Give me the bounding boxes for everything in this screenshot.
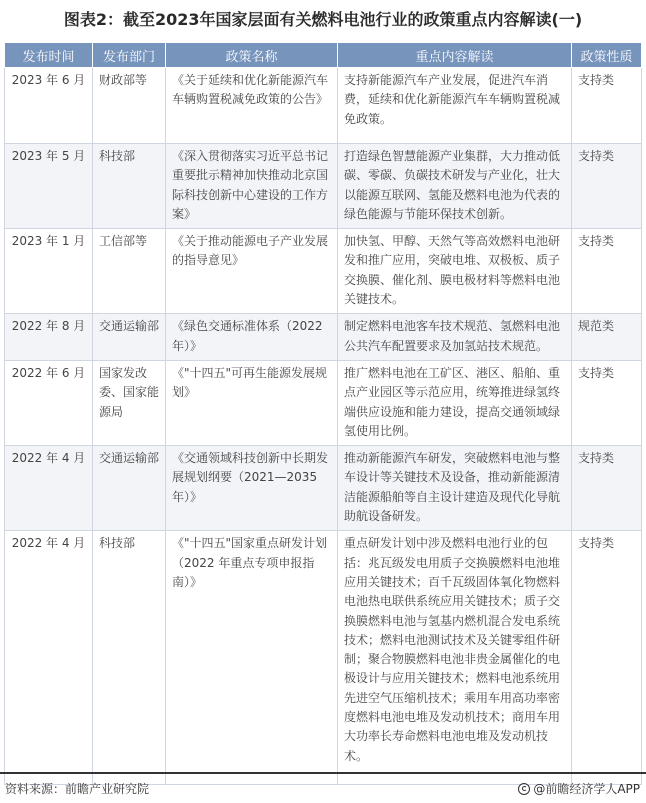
cell-policy-name: 《交通领域科技创新中长期发展规划纲要（2021—2035年）》 bbox=[166, 446, 338, 531]
cell-policy-name: 《关于推动能源电子产业发展的指导意见》 bbox=[166, 229, 338, 314]
cell-content: 支持新能源汽车产业发展，促进汽车消费，延续和优化新能源汽车车辆购置税减免政策。 bbox=[338, 68, 572, 144]
cell-content: 推动新能源汽车研发，突破燃料电池与整车设计等关键技术及设备，推动新能源清洁能源船舶等自主设计建造及现代化导航助航设备研发。 bbox=[338, 446, 572, 531]
header-content: 重点内容解读 bbox=[338, 43, 572, 68]
page-title: 图表2：截至2023年国家层面有关燃料电池行业的政策重点内容解读(一) bbox=[63, 10, 583, 29]
cell-policy-name: 《绿色交通标准体系（2022年）》 bbox=[166, 314, 338, 361]
cell-dept: 交通运输部 bbox=[93, 446, 166, 531]
source-note: 资料来源：前瞻产业研究院 bbox=[5, 782, 150, 796]
cell-date: 2022 年 6 月 bbox=[5, 360, 93, 445]
table-row bbox=[5, 446, 642, 531]
cell-date: 2023 年 6 月 bbox=[5, 68, 93, 144]
table-row bbox=[5, 229, 642, 314]
brand-logo-icon bbox=[518, 783, 530, 795]
header-nature: 政策性质 bbox=[572, 43, 642, 68]
header-policy-name: 政策名称 bbox=[166, 43, 338, 68]
cell-content: 打造绿色智慧能源产业集群，大力推动低碳、零碳、负碳技术研发与产业化，壮大以能源互联网、氢能及燃料电池为代表的绿色能源与节能环保技术创新。 bbox=[338, 144, 572, 229]
cell-policy-name: 《"十四五"可再生能源发展规划》 bbox=[166, 360, 338, 445]
cell-date: 2022 年 4 月 bbox=[5, 531, 93, 785]
cell-dept: 财政部等 bbox=[93, 68, 166, 144]
cell-dept: 交通运输部 bbox=[93, 314, 166, 361]
cell-content: 重点研发计划中涉及燃料电池行业的包括：兆瓦级发电用质子交换膜燃料电池堆应用关键技术；百千瓦级固体氧化物燃料电池热电联供系统应用关键技术；质子交换膜燃料电池与氢基内燃机混合发电系统技术；燃料电池测试技术及关键零组件研制；聚合物膜燃料电池非贵金属催化的电极设计与应用关键技术；燃料电池系统用先进空气压缩机技术；乘用车用高功率密度燃料电池电堆及发动机技术；商用车用大功率长寿命燃料电池电堆及发动机技术。 bbox=[338, 531, 572, 785]
cell-policy-name: 《"十四五"国家重点研发计划（2022 年重点专项申报指南）》 bbox=[166, 531, 338, 785]
brand-text: @前瞻经济学人APP bbox=[533, 782, 640, 796]
cell-date: 2023 年 1 月 bbox=[5, 229, 93, 314]
cell-nature: 支持类 bbox=[572, 229, 642, 314]
cell-nature: 支持类 bbox=[572, 531, 642, 785]
footer bbox=[0, 772, 646, 803]
table-row bbox=[5, 144, 642, 229]
cell-date: 2022 年 8 月 bbox=[5, 314, 93, 361]
header-date: 发布时间 bbox=[5, 43, 93, 68]
cell-dept: 科技部 bbox=[93, 144, 166, 229]
cell-content: 制定燃料电池客车技术规范、氢燃料电池公共汽车配置要求及加氢站技术规范。 bbox=[338, 314, 572, 361]
policy-table bbox=[4, 42, 642, 785]
cell-nature: 支持类 bbox=[572, 144, 642, 229]
table-row bbox=[5, 360, 642, 445]
cell-dept: 科技部 bbox=[93, 531, 166, 785]
cell-nature: 规范类 bbox=[572, 314, 642, 361]
table-row bbox=[5, 314, 642, 361]
table-header-row bbox=[5, 43, 642, 68]
cell-nature: 支持类 bbox=[572, 68, 642, 144]
cell-nature: 支持类 bbox=[572, 446, 642, 531]
cell-dept: 工信部等 bbox=[93, 229, 166, 314]
table-row bbox=[5, 68, 642, 144]
policy-table-container bbox=[4, 42, 641, 785]
cell-date: 2023 年 5 月 bbox=[5, 144, 93, 229]
header-dept: 发布部门 bbox=[93, 43, 166, 68]
cell-content: 推广燃料电池在工矿区、港区、船舶、重点产业园区等示范应用，统筹推进绿氢终端供应设施和能力建设，提高交通领域绿氢使用比例。 bbox=[338, 360, 572, 445]
cell-date: 2022 年 4 月 bbox=[5, 446, 93, 531]
cell-policy-name: 《关于延续和优化新能源汽车车辆购置税减免政策的公告》 bbox=[166, 68, 338, 144]
cell-dept: 国家发改委、国家能源局 bbox=[93, 360, 166, 445]
cell-nature: 支持类 bbox=[572, 360, 642, 445]
cell-policy-name: 《深入贯彻落实习近平总书记重要批示精神加快推动北京国际科技创新中心建设的工作方案》 bbox=[166, 144, 338, 229]
cell-content: 加快氢、甲醇、天然气等高效燃料电池研发和推广应用，突破电堆、双极板、质子交换膜、催化剂、膜电极材料等燃料电池关键技术。 bbox=[338, 229, 572, 314]
table-row bbox=[5, 531, 642, 785]
brand-credit bbox=[518, 780, 640, 797]
